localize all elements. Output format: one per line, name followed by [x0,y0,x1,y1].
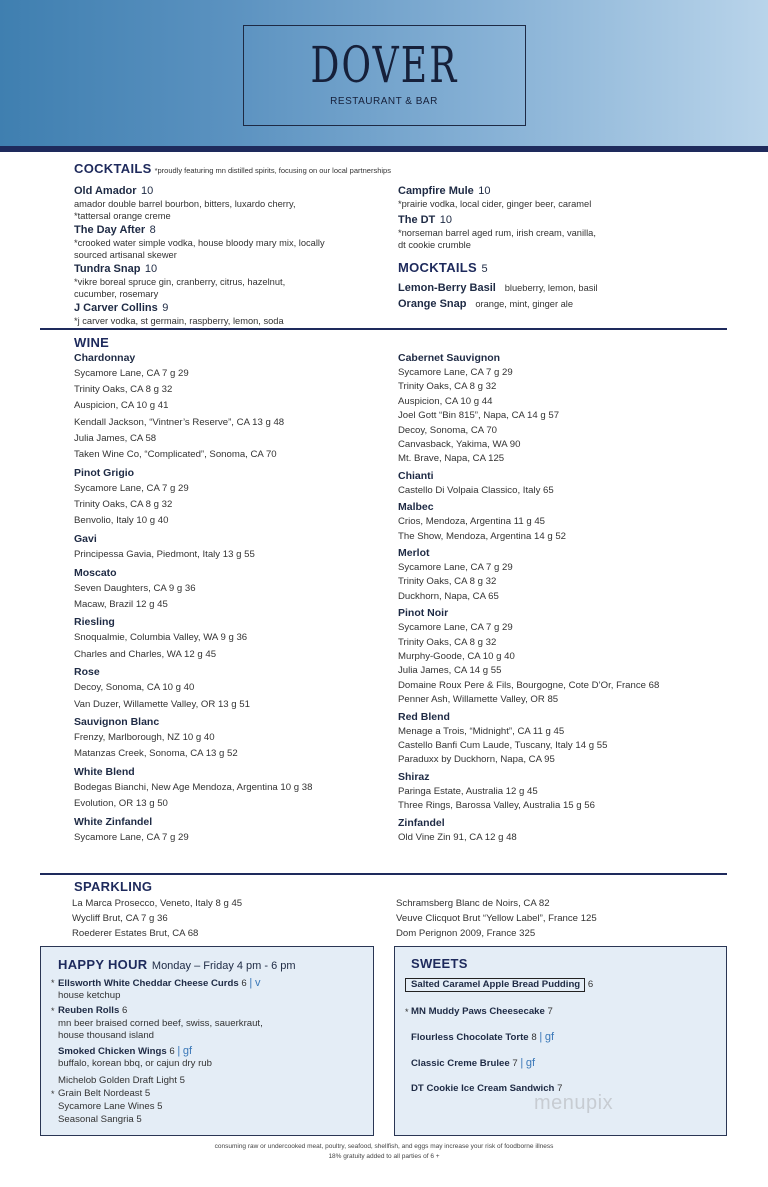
sweets-item-name: DT Cookie Ice Cream Sandwich [411,1083,555,1094]
wine-item: Menage a Trois, “Midnight”, CA 11 g 45 [398,725,565,737]
wine-item: Sycamore Lane, CA 7 g 29 [74,832,189,843]
sparkling-item: Dom Perignon 2009, France 325 [396,928,536,939]
sweets-item-name: Flourless Chocolate Torte [411,1032,529,1043]
sweets-item-name: Salted Caramel Apple Bread Pudding [405,978,585,992]
wine-item: Trinity Oaks, CA 8 g 32 [398,381,497,393]
mocktail-item [398,294,573,312]
wine-item: Sycamore Lane, CA 7 g 29 [398,562,513,573]
mocktail-desc: orange, mint, ginger ale [475,299,574,309]
cocktail-desc: *crooked water simple vodka, house bloody mary mix, locally [74,238,325,248]
wine-item: Julia James, CA 58 [74,432,157,444]
cocktail-desc: *norseman barrel aged rum, irish cream, vanilla, [398,228,596,238]
mocktail-desc: blueberry, lemon, basil [504,283,598,293]
happy-hour-heading [58,956,296,974]
cocktail-name: Old Amador [74,185,137,197]
cocktail-desc: *tattersal orange creme [74,210,171,221]
cocktail-name: Tundra Snap [74,263,141,275]
cocktail-desc: dt cookie crumble [398,239,471,250]
wine-varietal-white-blend: White Blend [74,766,135,779]
happy-hour-drink: Sycamore Lane Wines 5 [58,1101,163,1112]
wine-varietal-moscato: Moscato [74,566,117,579]
cocktail-campfire-mule [398,181,591,211]
happy-hour-title: HAPPY HOUR [58,957,148,972]
wine-item: Macaw, Brazil 12 g 45 [74,598,168,610]
wine-item: Crios, Mendoza, Argentina 11 g 45 [398,516,546,528]
wine-item: Trinity Oaks, CA 8 g 32 [74,384,173,396]
wine-item: Sycamore Lane, CA 7 g 29 [74,482,189,494]
cocktails-title: COCKTAILS [74,161,152,176]
wine-item: Castello Di Volpaia Classico, Italy 65 [398,484,554,496]
wine-item: Trinity Oaks, CA 8 g 32 [398,636,497,648]
wine-varietal-pinot-noir: Pinot Noir [398,607,449,620]
wine-item: Charles and Charles, WA 12 g 45 [74,648,217,660]
wine-varietal-gavi: Gavi [74,532,97,545]
wine-item: Sycamore Lane, CA 7 g 29 [74,368,189,379]
happy-hour-item-price: 6 [241,978,247,989]
cocktail-price: 9 [162,302,169,314]
cocktail-old-amador [74,181,296,222]
wine-item: Julia James, CA 14 g 55 [398,665,502,677]
wine-varietal-chardonnay: Chardonnay [74,352,136,364]
logo-frame [243,25,526,126]
wine-varietal-malbec: Malbec [398,501,434,514]
wine-item: Paringa Estate, Australia 12 g 45 [398,785,538,797]
wine-varietal-white-zinfandel: White Zinfandel [74,816,153,828]
cocktail-j-carver-collins [74,298,284,328]
sweets-item-price: 8 [531,1032,537,1043]
cocktail-desc: *j carver vodka, st germain, raspberry, lemon, soda [74,316,284,326]
wine-item: Old Vine Zin 91, CA 12 g 48 [398,831,517,843]
happy-hour-item-name: Smoked Chicken Wings [58,1046,167,1057]
cocktail-price: 10 [144,263,158,275]
footer-disclaimer: consuming raw or undercooked meat, poultry, seafood, shellfish, and eggs may increase your risk of foodborne illness [214,1143,554,1150]
wine-varietal-pinot-grigio: Pinot Grigio [74,466,135,479]
wine-item: Sycamore Lane, CA 7 g 29 [398,367,513,378]
wine-item: The Show, Mendoza, Argentina 14 g 52 [398,530,567,542]
sweets-item [405,979,593,990]
wine-item: Joel Gott “Bin 815”, Napa, CA 14 g 57 [398,410,560,422]
wine-item: Canvasback, Yakima, WA 90 [398,439,521,450]
vegetarian-tag: v [254,977,261,989]
sweets-item-price: 6 [587,979,594,990]
gluten-free-tag: gf [544,1031,555,1043]
wine-item: Castello Banfi Cum Laude, Tuscany, Italy 14 g 55 [398,740,608,751]
wine-item: Duckhorn, Napa, CA 65 [398,590,499,602]
wine-item: Frenzy, Marlborough, NZ 10 g 40 [74,732,215,744]
cocktail-desc: *vikre boreal spruce gin, cranberry, citrus, hazelnut, [74,277,286,287]
cocktails-note: *proudly featuring mn distilled spirits, focusing on our local partnerships [154,166,391,175]
wine-varietal-zinfandel: Zinfandel [398,816,445,829]
logo-subtitle: RESTAURANT & BAR [330,96,438,107]
cocktail-name: The DT [398,214,436,226]
mocktail-name: Lemon-Berry Basil [398,282,496,294]
happy-hour-item-price: 6 [121,1005,128,1016]
asterisk-mark: * [51,1006,55,1016]
wine-item: Penner Ash, Willamette Valley, OR 85 [398,694,559,706]
wine-item: Auspicion, CA 10 g 41 [74,400,169,412]
asterisk-mark: * [51,1089,55,1099]
wine-item: Trinity Oaks, CA 8 g 32 [398,576,497,588]
section-divider [40,873,727,875]
wine-item: Principessa Gavia, Piedmont, Italy 13 g 55 [74,548,255,560]
wine-item: Auspicion, CA 10 g 44 [398,395,493,407]
wine-varietal-rose: Rose [74,666,100,679]
happy-hour-drink: Michelob Golden Draft Light 5 [58,1075,185,1086]
header-banner [0,0,768,148]
happy-hour-item-desc: buffalo, korean bbq, or cajun dry rub [58,1058,212,1069]
sweets-item-name: Classic Creme Brulee [411,1058,510,1069]
happy-hour-item-name: Ellsworth White Cheddar Cheese Curds [58,978,239,989]
cocktail-desc: amador double barrel bourbon, bitters, luxardo cherry, [74,199,296,209]
sweets-item: Classic Creme Brulee 7 | gf [411,1057,536,1069]
wine-item: Bodegas Bianchi, New Age Mendoza, Argentina 10 g 38 [74,782,313,794]
wine-item: Decoy, Sonoma, CA 10 g 40 [74,682,195,694]
cocktail-desc: cucumber, rosemary [74,288,159,299]
wine-varietal-merlot: Merlot [398,547,430,559]
sweets-item-price: 7 [557,1083,563,1094]
asterisk-mark: * [51,978,55,988]
sweets-item-price: 7 [512,1058,518,1069]
sparkling-item: La Marca Prosecco, Veneto, Italy 8 g 45 [72,898,243,909]
mocktails-title: MOCKTAILS [398,260,478,275]
gluten-free-tag: gf [182,1045,193,1057]
sparkling-title: SPARKLING [74,879,153,894]
mocktail-name: Orange Snap [398,298,467,310]
wine-item: Matanzas Creek, Sonoma, CA 13 g 52 [74,748,238,760]
cocktail-name: Campfire Mule [398,185,474,197]
wine-item: Kendall Jackson, “Vintner’s Reserve”, CA 13 g 48 [74,416,285,428]
wine-item: Mt. Brave, Napa, CA 125 [398,453,505,465]
wine-item: Snoqualmie, Columbia Valley, WA 9 g 36 [74,632,248,644]
cocktail-tundra-snap [74,259,285,300]
happy-hour-item: Ellsworth White Cheddar Cheese Curds 6 | v [58,977,261,989]
wine-item: Taken Wine Co, “Complicated”, Sonoma, CA 70 [74,449,277,460]
happy-hour-item-desc: mn beer braised corned beef, swiss, sauerkraut, [58,1018,263,1029]
wine-varietal-red-blend: Red Blend [398,710,450,723]
happy-hour-item-desc: house ketchup [58,990,121,1001]
cocktail-desc: sourced artisanal skewer [74,249,177,260]
footer-gratuity: 18% gratuity added to all parties of 6 + [328,1153,440,1160]
sweets-item [411,1006,553,1017]
wine-item: Seven Daughters, CA 9 g 36 [74,582,196,594]
cocktail-the-day-after [74,220,325,261]
asterisk-mark: * [405,1007,409,1017]
cocktails-heading [74,161,391,176]
gluten-free-tag: gf [525,1057,536,1069]
cocktail-name: J Carver Collins [74,302,158,314]
wine-item: Decoy, Sonoma, CA 70 [398,424,498,436]
sparkling-item: Veuve Clicquot Brut “Yellow Label”, France 125 [396,913,597,924]
happy-hour-item [58,1005,127,1016]
wine-item: Benvolio, Italy 10 g 40 [74,515,169,527]
wine-item: Three Rings, Barossa Valley, Australia 15 g 56 [398,800,595,812]
section-divider [40,328,727,330]
sweets-title: SWEETS [411,956,468,971]
cocktail-desc: *prairie vodka, local cider, ginger beer, caramel [398,199,592,209]
mocktails-price: 5 [481,263,488,275]
happy-hour-item-price: 6 [169,1046,175,1057]
sweets-item-price: 7 [547,1006,553,1017]
happy-hour-item-desc: house thousand island [58,1030,155,1041]
sparkling-item: Schramsberg Blanc de Noirs, CA 82 [396,898,550,909]
wine-item: Evolution, OR 13 g 50 [74,798,168,810]
happy-hour-drink: Grain Belt Nordeast 5 [58,1088,151,1099]
logo-title: DOVER [310,36,459,94]
happy-hour-item-name: Reuben Rolls [58,1005,120,1016]
wine-item: Van Duzer, Willamette Valley, OR 13 g 51 [74,698,250,710]
wine-item: Domaine Roux Pere & Fils, Bourgogne, Cote D’Or, France 68 [398,679,660,691]
cocktail-price: 8 [149,224,156,236]
cocktail-name: The Day After [74,224,146,236]
happy-hour-item: Smoked Chicken Wings 6 | gf [58,1045,193,1057]
sweets-item-name: MN Muddy Paws Cheesecake [411,1006,545,1017]
cocktail-price: 10 [439,214,452,226]
wine-varietal-sauvignon-blanc: Sauvignon Blanc [74,716,160,729]
cocktail-the-dt [398,210,596,251]
cocktail-price: 10 [478,185,491,197]
wine-varietal-chianti: Chianti [398,469,434,482]
wine-title: WINE [74,335,110,350]
watermark: menupix [534,1092,614,1114]
wine-item: Murphy-Goode, CA 10 g 40 [398,651,515,662]
sparkling-item: Wycliff Brut, CA 7 g 36 [72,913,168,924]
wine-varietal-riesling: Riesling [74,616,115,629]
cocktail-price: 10 [141,185,154,197]
wine-item: Paraduxx by Duckhorn, Napa, CA 95 [398,754,555,766]
mocktails-heading [398,259,488,277]
wine-item: Trinity Oaks, CA 8 g 32 [74,498,173,510]
wine-item: Sycamore Lane, CA 7 g 29 [398,622,513,634]
wine-varietal-cabernet-sauvignon: Cabernet Sauvignon [398,352,501,364]
sweets-item: Flourless Chocolate Torte 8 | gf [411,1031,555,1043]
header-divider [0,146,768,152]
sparkling-item: Roederer Estates Brut, CA 68 [72,928,199,939]
wine-varietal-shiraz: Shiraz [398,770,430,783]
happy-hour-drink: Seasonal Sangria 5 [58,1114,142,1125]
happy-hour-schedule: Monday – Friday 4 pm - 6 pm [151,960,296,972]
